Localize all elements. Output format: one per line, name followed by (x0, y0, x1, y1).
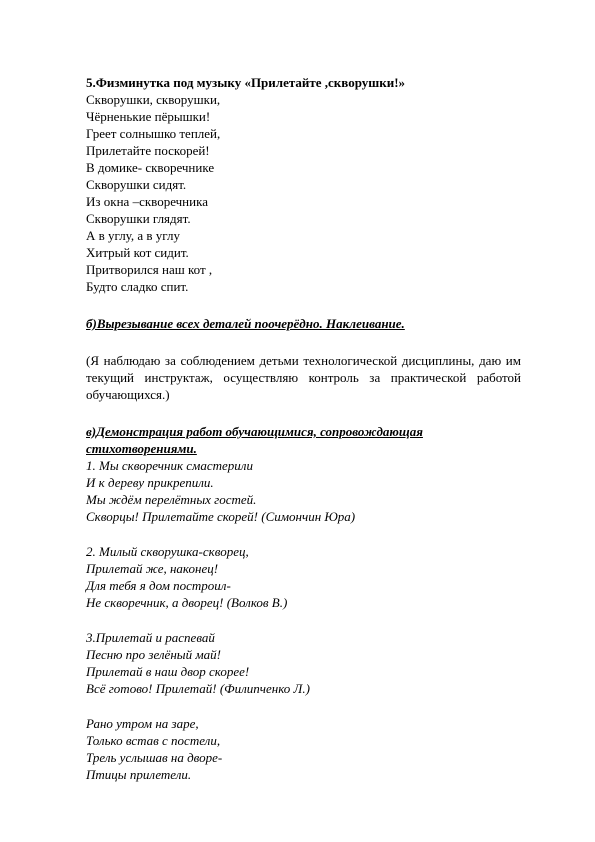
poem-line: Из окна –скворечника (86, 194, 208, 209)
poem-line: 3.Прилетай и распевай (86, 630, 215, 645)
poem-3 (86, 629, 521, 697)
poem-line: Всё готово! Прилетай! (Филипченко Л.) (86, 681, 310, 696)
poem-line: Скворушки глядят. (86, 211, 191, 226)
poem-line: Прилетай в наш двор скорее! (86, 664, 250, 679)
poem-line: Птицы прилетели. (86, 767, 192, 782)
poem-line: Скворцы! Прилетайте скорей! (Симончин Юра) (86, 509, 356, 524)
poem-line: Скворушки, скворушки, (86, 92, 221, 107)
teacher-note: (Я наблюдаю за соблюдением детьми технологической дисциплины, даю им текущий инструктаж, осуществляю контроль за практической работой обучающихся.) (86, 353, 521, 402)
poem-4 (86, 715, 521, 783)
poem-line: 2. Милый скворушка-скворец, (86, 544, 249, 559)
poem-line: Мы ждём перелётных гостей. (86, 492, 257, 507)
poem-2 (86, 543, 521, 611)
poem-line: Рано утром на заре, (86, 716, 199, 731)
section-6-title: б)Вырезывание всех деталей поочерёдно. Наклеивание. (86, 316, 405, 331)
poem-line: Притворился наш кот , (86, 262, 213, 277)
section-5-title: 5.Физминутка под музыку «Прилетайте ,скворушки!» (86, 75, 406, 90)
poem-line: Для тебя я дом построил- (86, 578, 231, 593)
poem-line: А в углу, а в углу (86, 228, 180, 243)
poem-line: Прилетайте поскорей! (86, 143, 210, 158)
poem-line: Греет солнышко теплей, (86, 126, 221, 141)
poem-line: Будто сладко спит. (86, 279, 189, 294)
poem-line: Трель услышав на дворе- (86, 750, 223, 765)
poem-line: И к дереву прикрепили. (86, 475, 214, 490)
poem-line: Только встав с постели, (86, 733, 221, 748)
poem-line: Хитрый кот сидит. (86, 245, 189, 260)
poem-line: В домике- скворечнике (86, 160, 215, 175)
poem-line: Не скворечник, а дворец! (Волков В.) (86, 595, 288, 610)
physminute-poem (86, 91, 521, 295)
poem-line: Песню про зелёный май! (86, 647, 221, 662)
poem-line: Чёрненькие пёрышки! (86, 109, 211, 124)
poem-line: Скворушки сидят. (86, 177, 187, 192)
poem-1 (86, 457, 521, 525)
document-content (86, 74, 521, 783)
poem-line: Прилетай же, наконец! (86, 561, 219, 576)
poem-line: 1. Мы скворечник смастерили (86, 458, 253, 473)
section-7-title: в)Демонстрация работ обучающимися, сопровождающая стихотворениями. (86, 424, 423, 456)
